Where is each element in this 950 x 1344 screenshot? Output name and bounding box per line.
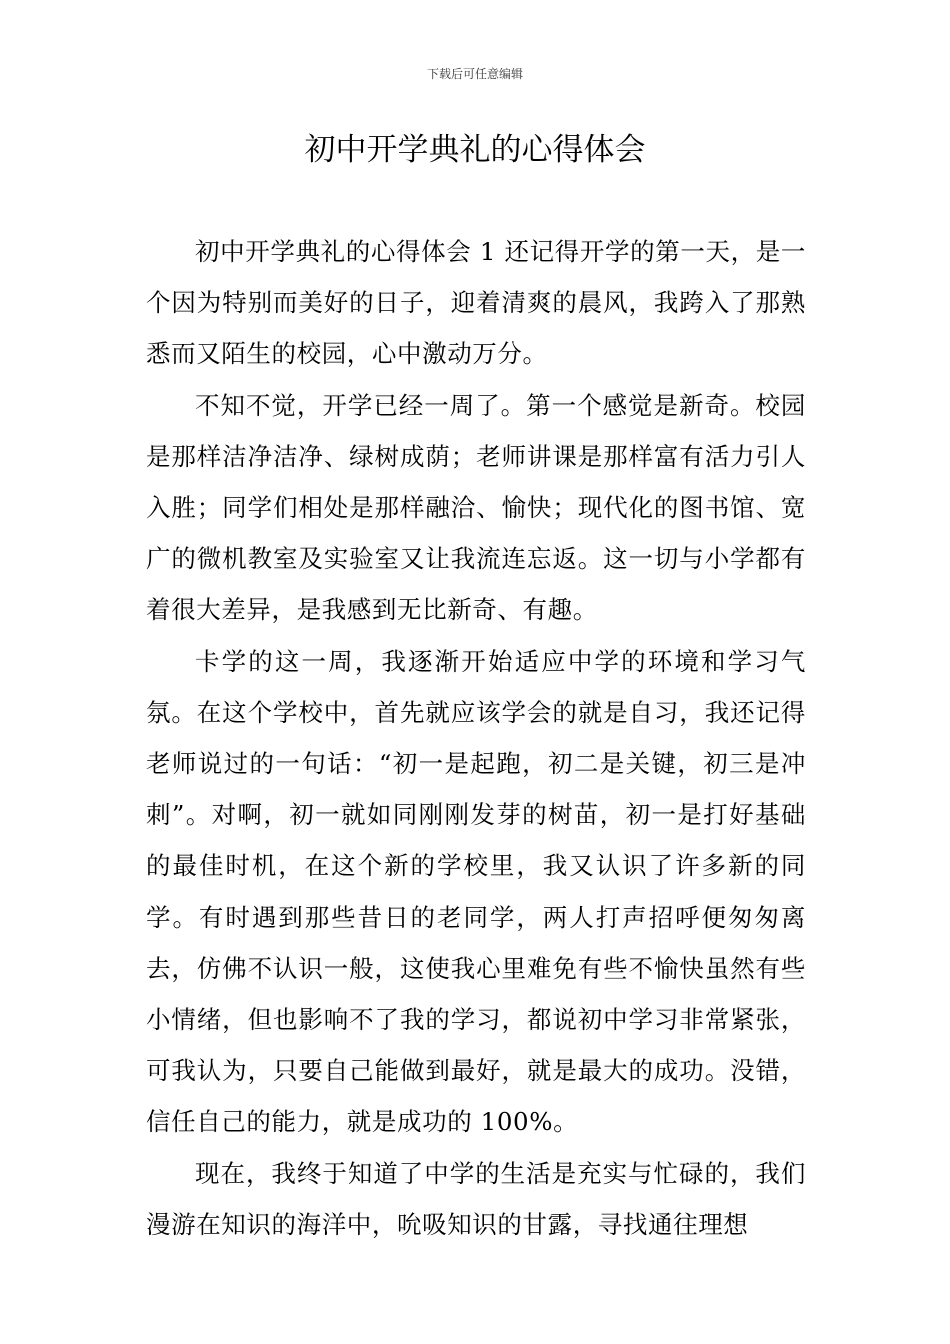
paragraph-2: 不知不觉，开学已经一周了。第一个感觉是新奇。校园是那样洁净洁净、绿树成荫；老师讲课是那样富有活力引人入胜；同学们相处是那样融洽、愉快；现代化的图书馆、宽广的微机教室及实验室又让我流连忘返。这一切与小学都有着很大差异，是我感到无比新奇、有趣。 — [146, 390, 806, 625]
paragraph-3: 卡学的这一周，我逐渐开始适应中学的环境和学习气氛。在这个学校中，首先就应该学会的就是自习，我还记得老师说过的一句话：“初一是起跑，初二是关键，初三是冲刺”。对啊，初一就如同刚刚发芽的树苗，初一是打好基础的最佳时机，在这个新的学校里，我又认识了许多新的同学。有时遇到那些昔日的老同学，两人打声招呼便匆匆离去，仿佛不认识一般，这使我心里难免有些不愉快虽然有些小情绪，但也影响不了我的学习，都说初中学习非常紧张，可我认为，只要自己能做到最好，就是最大的成功。没错，信任自己的能力，就是成功的 100%。 — [146, 646, 806, 1137]
document-body — [146, 226, 806, 1250]
header-note: 下载后可任意编辑 — [426, 67, 523, 81]
document-title: 初中开学典礼的心得体会 — [304, 132, 646, 168]
paragraph-1: 初中开学典礼的心得体会 1 还记得开学的第一天，是一个因为特别而美好的日子，迎着清爽的晨风，我跨入了那熟悉而又陌生的校园，心中激动万分。 — [146, 237, 806, 369]
paragraph-4: 现在，我终于知道了中学的生活是充实与忙碌的，我们漫游在知识的海洋中，吮吸知识的甘露，寻找通往理想 — [146, 1158, 806, 1239]
